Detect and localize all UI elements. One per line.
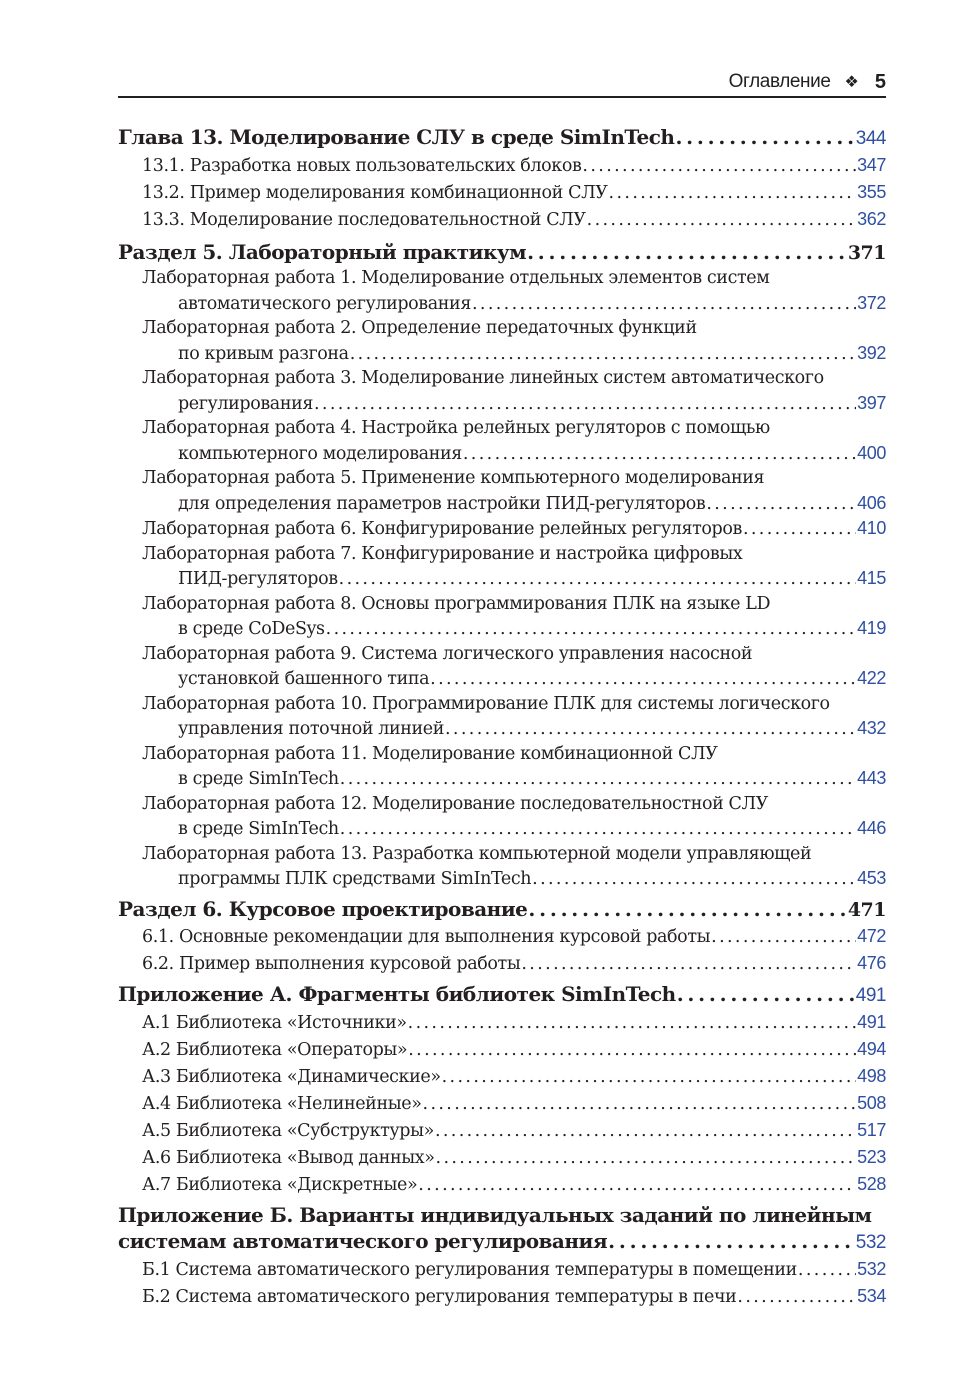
toc-entry-chapter-13[interactable]: Глава 13. Моделирование СЛУ в среде SimInTech . . . 344	[118, 124, 886, 152]
toc-page-link[interactable]: 472	[857, 925, 886, 946]
toc-entry-lab-5[interactable]: Лабораторная работа 5. Применение компьютерного моделирования для определения параметров настройки ПИД-регуляторов . . . 406	[118, 466, 886, 516]
toc-page-link[interactable]: 410	[857, 518, 886, 538]
toc-entry-lab-6[interactable]: Лабораторная работа 6. Конфигурирование релейных регуляторов . . . 410	[118, 516, 886, 542]
toc-entry-lab-4[interactable]: Лабораторная работа 4. Настройка релейных регуляторов с помощью компьютерного моделирования . . . 400	[118, 416, 886, 466]
toc-page-link[interactable]: 422	[857, 668, 886, 688]
running-header-title: Оглавление	[728, 71, 831, 92]
toc-entry[interactable]: 6.2. Пример выполнения курсовой работы . . . 476	[118, 950, 886, 977]
toc-entry[interactable]: 13.2. Пример моделирования комбинационной СЛУ . . . 355	[118, 179, 886, 206]
toc-entry[interactable]: 13.1. Разработка новых пользовательских блоков . . . 347	[118, 152, 886, 179]
toc-entry-lab-7[interactable]: Лабораторная работа 7. Конфигурирование и настройка цифровых ПИД-регуляторов . . . 415	[118, 542, 886, 592]
toc-entry[interactable]: А.2 Библиотека «Операторы» . . . 494	[118, 1036, 886, 1063]
toc-page-link[interactable]: 528	[857, 1173, 886, 1194]
toc-page-link[interactable]: 415	[857, 568, 886, 588]
toc-page-link[interactable]: 344	[855, 128, 886, 149]
toc-page-link[interactable]: 400	[857, 442, 886, 463]
toc-entry-lab-11[interactable]: Лабораторная работа 11. Моделирование комбинационной СЛУ в среде SimInTech . . . 443	[118, 742, 886, 792]
toc-entry-lab-12[interactable]: Лабораторная работа 12. Моделирование последовательностной СЛУ в среде SimInTech . . . 446	[118, 792, 886, 842]
toc-entry-lab-3[interactable]: Лабораторная работа 3. Моделирование линейных систем автоматического регулирования . . . 397	[118, 366, 886, 416]
toc-page-link[interactable]: 419	[857, 618, 886, 638]
toc-entry-lab-10[interactable]: Лабораторная работа 10. Программирование ПЛК для системы логического управления поточной линией . . . 432	[118, 692, 886, 742]
toc-page-link[interactable]: 534	[857, 1285, 886, 1306]
toc-entry[interactable]: А.4 Библиотека «Нелинейные» . . . 508	[118, 1090, 886, 1117]
toc-page-link[interactable]: 498	[857, 1065, 886, 1086]
toc-entry[interactable]: А.7 Библиотека «Дискретные» . . . 528	[118, 1171, 886, 1198]
toc-entry[interactable]: 13.3. Моделирование последовательностной СЛУ . . . 362	[118, 206, 886, 233]
toc-entry-appendix-b[interactable]: Приложение Б. Варианты индивидуальных заданий по линейным системам автоматического регулирования . . . 532	[118, 1202, 886, 1256]
toc-page-link[interactable]: 355	[857, 182, 886, 202]
toc-page-link[interactable]: 532	[855, 1231, 886, 1253]
toc-page-link[interactable]: 397	[857, 392, 886, 413]
toc-page-link[interactable]: 406	[857, 492, 886, 513]
running-header	[118, 68, 886, 98]
toc-entry-appendix-a[interactable]: Приложение А. Фрагменты библиотек SimInTech . . . 491	[118, 981, 886, 1009]
toc-entry-lab-13[interactable]: Лабораторная работа 13. Разработка компьютерной модели управляющей программы ПЛК средствами SimInTech . . . 453	[118, 842, 886, 892]
toc-entry-lab-9[interactable]: Лабораторная работа 9. Система логического управления насосной установкой башенного типа . . . 422	[118, 642, 886, 692]
toc-page-link[interactable]: 392	[857, 342, 886, 363]
toc-entry-lab-8[interactable]: Лабораторная работа 8. Основы программирования ПЛК на языке LD в среде CoDeSys . . . 419	[118, 592, 886, 642]
toc-page-link[interactable]: 494	[857, 1038, 886, 1059]
table-of-contents	[118, 124, 886, 1310]
toc-page-number[interactable]: 471	[847, 898, 886, 921]
toc-page-link[interactable]: 347	[857, 155, 886, 175]
toc-entry-section-5[interactable]: Раздел 5. Лабораторный практикум . . . 371	[118, 239, 886, 266]
toc-page-link[interactable]: 508	[857, 1092, 886, 1113]
toc-entry-section-6[interactable]: Раздел 6. Курсовое проектирование . . . 471	[118, 896, 886, 923]
toc-page-link[interactable]: 523	[857, 1146, 886, 1167]
toc-page-link[interactable]: 476	[857, 952, 886, 973]
toc-page-link[interactable]: 362	[857, 209, 886, 229]
toc-page-number[interactable]: 371	[847, 242, 886, 264]
toc-entry[interactable]: А.3 Библиотека «Динамические» . . . 498	[118, 1063, 886, 1090]
toc-page-link[interactable]: 532	[857, 1258, 886, 1279]
toc-entry[interactable]: А.5 Библиотека «Субструктуры» . . . 517	[118, 1117, 886, 1144]
toc-entry[interactable]: 6.1. Основные рекомендации для выполнения курсовой работы . . . 472	[118, 923, 886, 950]
ornament-icon: ❖	[844, 74, 859, 91]
toc-entry-lab-2[interactable]: Лабораторная работа 2. Определение передаточных функций по кривым разгона . . . 392	[118, 316, 886, 366]
page-number: 5	[874, 70, 886, 93]
toc-page-link[interactable]: 517	[857, 1119, 886, 1140]
toc-page-link[interactable]: 491	[857, 1011, 886, 1032]
toc-entry[interactable]: Б.2 Система автоматического регулирования температуры в печи . . . 534	[118, 1283, 886, 1310]
toc-page-link[interactable]: 372	[857, 292, 886, 313]
toc-entry[interactable]: А.6 Библиотека «Вывод данных» . . . 523	[118, 1144, 886, 1171]
toc-entry-lab-1[interactable]: Лабораторная работа 1. Моделирование отдельных элементов систем автоматического регулирования . . . 372	[118, 266, 886, 316]
toc-page-link[interactable]: 446	[857, 818, 886, 838]
toc-entry[interactable]: А.1 Библиотека «Источники» . . . 491	[118, 1009, 886, 1036]
toc-page-link[interactable]: 432	[857, 718, 886, 738]
toc-page-link[interactable]: 491	[855, 984, 886, 1006]
toc-entry[interactable]: Б.1 Система автоматического регулирования температуры в помещении . . . 532	[118, 1256, 886, 1283]
toc-page-link[interactable]: 443	[857, 768, 886, 788]
toc-page-link[interactable]: 453	[857, 868, 886, 888]
